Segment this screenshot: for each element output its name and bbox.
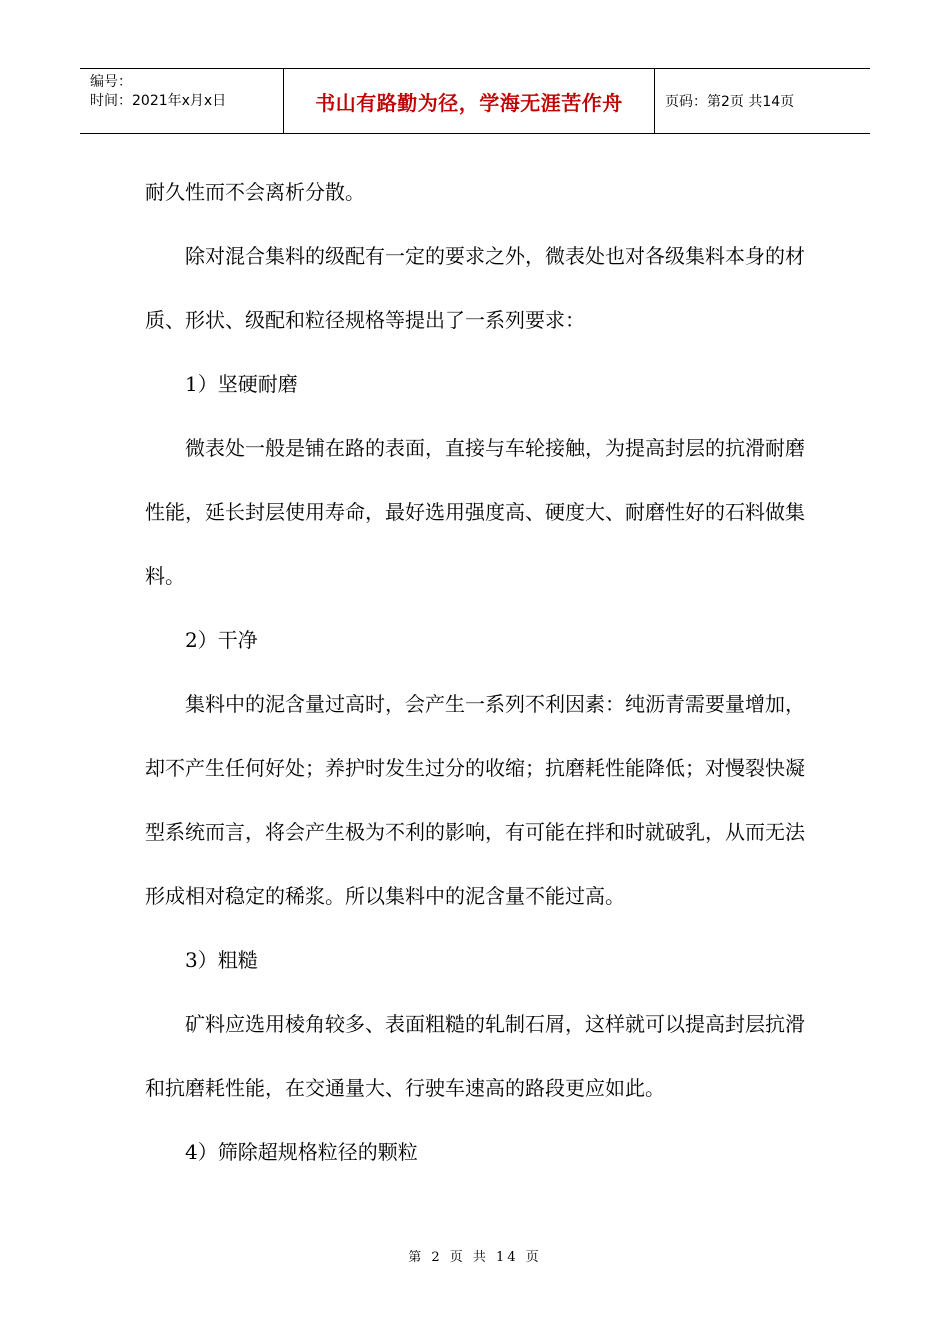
section-heading: 3）粗糙: [185, 948, 258, 972]
paragraph: 集料中的泥含量过高时，会产生一系列不利因素：纯沥青需要量增加，却不产生任何好处；养护时发生过分的收缩；抗磨耗性能降低；对慢裂快凝型系统而言，将会产生极为不利的影响，有可能在拌和时就破乳，从而无法形成相对稳定的稀浆。所以集料中的泥含量不能过高。: [145, 692, 805, 908]
page-footer: 第 2 页 共 14 页: [408, 1250, 542, 1265]
paragraph: 耐久性而不会离析分散。: [145, 180, 365, 204]
document-number-label: 编号：: [90, 74, 132, 90]
header-meta: [80, 69, 283, 133]
section-heading: 1）坚硬耐磨: [185, 372, 298, 396]
paragraph: 矿料应选用棱角较多、表面粗糙的轧制石屑，这样就可以提高封层抗滑和抗磨耗性能，在交通量大、行驶车速高的路段更应如此。: [145, 1012, 805, 1100]
paragraph: 微表处一般是铺在路的表面，直接与车轮接触，为提高封层的抗滑耐磨性能，延长封层使用寿命，最好选用强度高、硬度大、耐磨性好的石料做集料。: [145, 436, 805, 588]
header-motto: 书山有路勤为径，学海无涯苦作舟: [283, 69, 655, 133]
section-heading: 2）干净: [185, 628, 258, 652]
document-time-label: 时间：2021年x月x日: [90, 93, 227, 109]
section-heading: 4）筛除超规格粒径的颗粒: [185, 1140, 418, 1164]
document-body: [145, 160, 811, 1184]
header-page-info: 页码：第2页 共14页: [665, 94, 795, 110]
paragraph: 除对混合集料的级配有一定的要求之外，微表处也对各级集料本身的材质、形状、级配和粒径规格等提出了一系列要求：: [145, 244, 805, 332]
page-header: [80, 68, 870, 134]
